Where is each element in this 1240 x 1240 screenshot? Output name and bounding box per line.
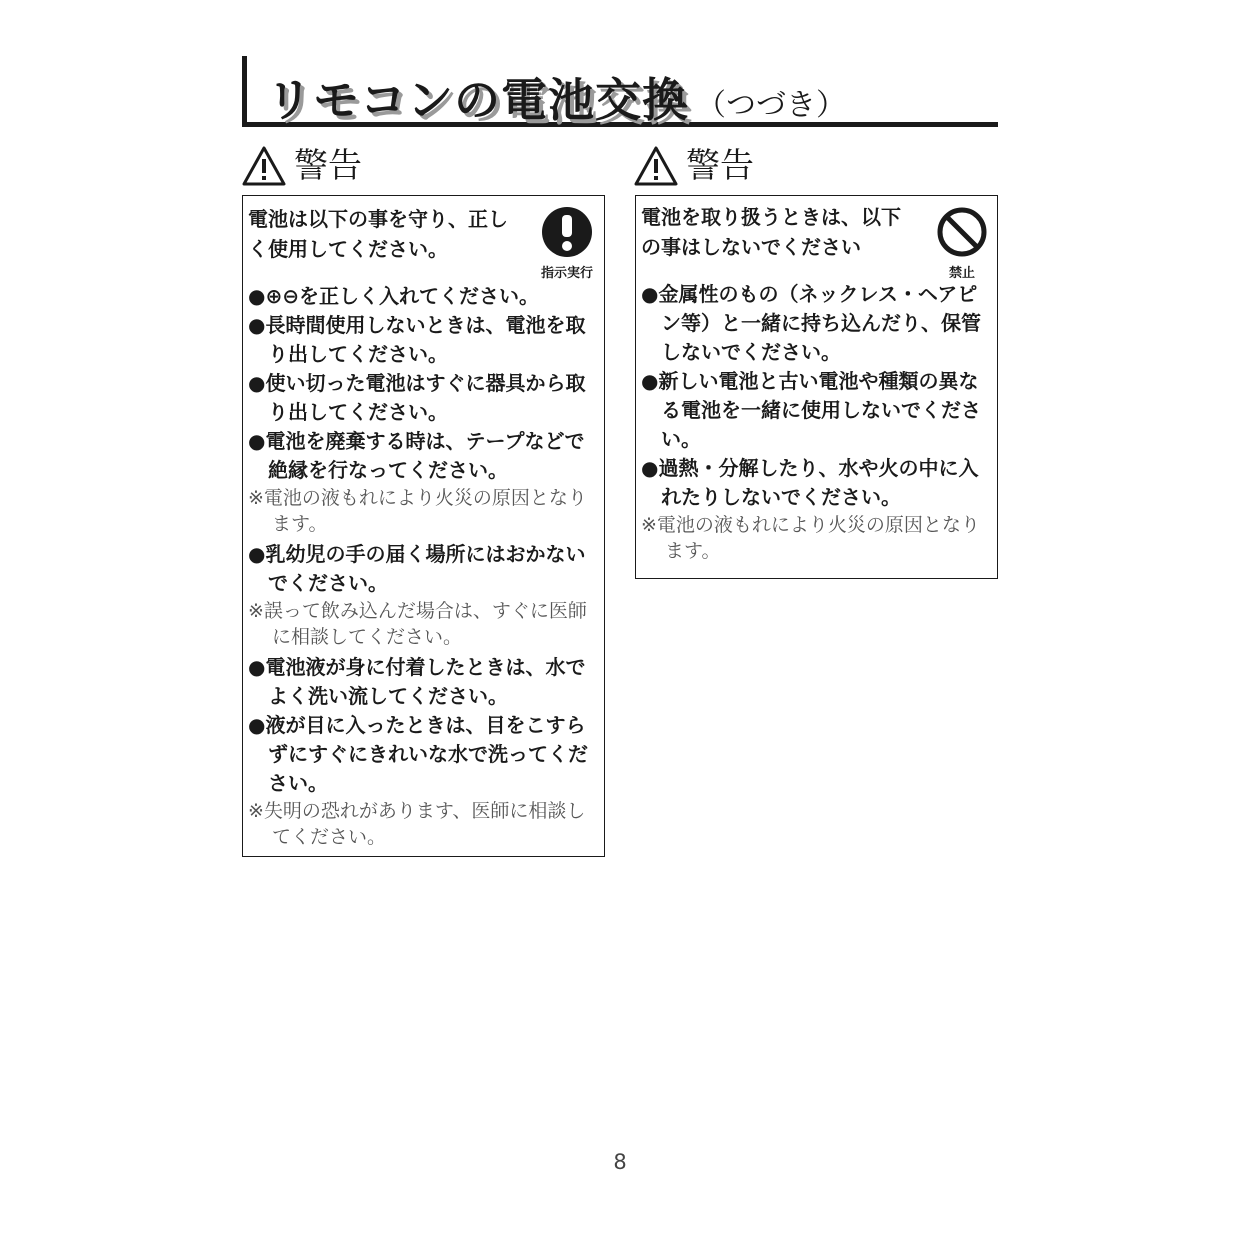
- left-warning-box: [242, 195, 605, 857]
- caution-note: ※電池の液もれにより火災の原因となります。: [641, 514, 980, 562]
- prohibition-badge-label: 禁止: [948, 266, 975, 281]
- page-number: 8: [613, 1150, 627, 1174]
- right-warning-box: [635, 195, 998, 579]
- right-warning-title: 警告: [686, 146, 754, 186]
- right-precaution-list: [641, 280, 991, 567]
- right-warning-heading: [634, 146, 754, 186]
- precaution-item: ●過熱・分解したり、水や火の中に入れたりしないでください。: [641, 456, 979, 509]
- left-precaution-list: [248, 282, 598, 853]
- right-intro: [641, 202, 901, 262]
- warning-triangle-icon: [242, 146, 286, 186]
- page-header: [242, 56, 998, 128]
- precaution-item: ●液が目に入ったときは、目をこすらずにすぐにきれいな水で洗ってください。: [248, 713, 588, 795]
- mandatory-exclamation-icon: [541, 206, 593, 258]
- prohibition-badge: [934, 206, 990, 281]
- page-title: リモコンの電池交換: [266, 73, 689, 127]
- left-intro: [248, 204, 508, 264]
- precaution-item: ●電池を廃棄する時は、テープなどで絶縁を行なってください。: [248, 429, 585, 482]
- page-subtitle: （つづき）: [696, 88, 846, 123]
- precaution-item: ●⊕⊖を正しく入れてください。: [248, 284, 539, 308]
- left-warning-title: 警告: [294, 146, 362, 186]
- instruction-badge: [537, 206, 597, 281]
- right-intro-line-2: の事はしないでください: [641, 235, 861, 259]
- right-intro-line-1: 電池を取り扱うときは、以下: [641, 205, 901, 229]
- precaution-item: ●長時間使用しないときは、電池を取り出してください。: [248, 313, 586, 366]
- precaution-item: ●乳幼児の手の届く場所にはおかないでください。: [248, 542, 586, 595]
- left-warning-heading: [242, 146, 362, 186]
- caution-note: ※失明の恐れがあります、医師に相談してください。: [248, 800, 586, 848]
- warning-triangle-icon: [634, 146, 678, 186]
- precaution-item: ●電池液が身に付着したときは、水でよく洗い流してください。: [248, 655, 586, 708]
- instruction-badge-label: 指示実行: [540, 266, 593, 281]
- precaution-item: ●新しい電池と古い電池や種類の異なる電池を一緒に使用しないでください。: [641, 369, 981, 451]
- header-vertical-rule: [242, 56, 247, 126]
- caution-note: ※誤って飲み込んだ場合は、すぐに医師に相談してください。: [248, 600, 587, 648]
- precaution-item: ●使い切った電池はすぐに器具から取り出してください。: [248, 371, 586, 424]
- caution-note: ※電池の液もれにより火災の原因となります。: [248, 487, 587, 535]
- prohibited-icon: [936, 206, 988, 258]
- precaution-item: ●金属性のもの（ネックレス・ヘアピン等）と一緒に持ち込んだり、保管しないでください。: [641, 282, 981, 364]
- left-intro-line-1: 電池は以下の事を守り、正し: [248, 207, 508, 231]
- left-intro-line-2: く使用してください。: [248, 237, 448, 261]
